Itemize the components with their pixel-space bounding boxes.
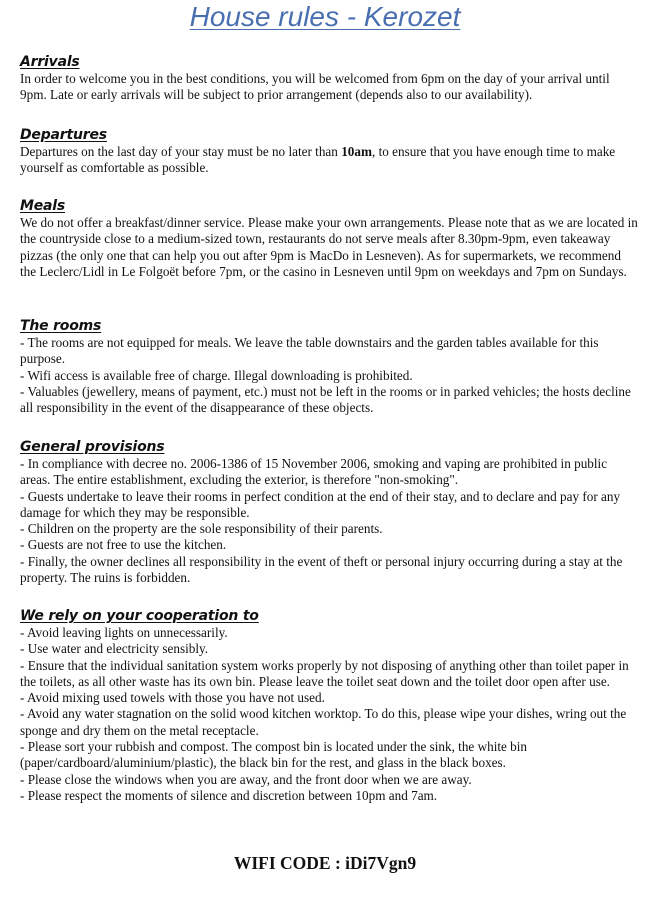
section-heading: The rooms: [20, 318, 102, 334]
list-item: - Avoid mixing used towels with those you have not used.: [20, 690, 325, 706]
list-item: - Use water and electricity sensibly.: [20, 641, 209, 657]
list-item: - Finally, the owner declines all responsibility in the event of theft or personal injury occurring during a stay at the property. The ruins is forbidden.: [20, 553, 623, 586]
list-item: - The rooms are not equipped for meals. We leave the table downstairs and the garden tables available for this purpose.: [20, 335, 599, 367]
departure-time: 10am: [341, 144, 372, 159]
wifi-code: WIFI CODE : iDi7Vgn9: [233, 853, 417, 873]
list-item: - Guests undertake to leave their rooms in perfect condition at the end of their stay, and to declare and pay for any damage for which they may be responsible.: [20, 488, 621, 520]
list-item: - Avoid any water stagnation on the solid wood kitchen worktop. To do this, please wipe your dishes, wring out the sponge and dry them on the metal receptacle.: [20, 706, 627, 738]
list-item: - Children on the property are the sole responsibility of their parents.: [20, 521, 383, 537]
list-item: - Please sort your rubbish and compost. The compost bin is located under the sink, the white bin (paper/cardboard/aluminium/plastic), the black bin for the rest, and glass in the black boxes.: [20, 739, 528, 771]
list-item: - Ensure that the individual sanitation system works properly by not disposing of anything other than toilet paper in the toilets, as all other waste has its own bin. Please leave the toilet seat down and the toilet door open after use.: [20, 657, 629, 689]
section-cooperation: [20, 608, 638, 804]
section-heading: Arrivals: [20, 54, 80, 70]
section-text: We do not offer a breakfast/dinner service. Please make your own arrangements. Please note that as we are located in the countryside close to a medium-sized town, restaurants do not serve meals after 8.30pm-9pm, even takeaway pizzas (the only one that can help you out after 9pm is MacDo in Lesneven). As for supermarkets, we recommend the Leclerc/Lidl in Le Folgoët before 7pm, or the casino in Lesneven until 9pm on weekdays and 7pm on Sundays.: [20, 215, 638, 279]
list-item: - Please close the windows when you are away, and the front door when we are away.: [20, 771, 472, 787]
text-after: , to ensure that you have enough time to make yourself as comfortable as possible.: [20, 144, 616, 176]
list-item: - In compliance with decree no. 2006-1386 of 15 November 2006, smoking and vaping are prohibited in public areas. The entire establishment, excluding the exterior, is therefore "non-smoking".: [20, 456, 608, 488]
section-heading: Meals: [20, 198, 66, 214]
section-rooms: [20, 318, 638, 416]
section-arrivals: [20, 54, 638, 104]
section-meals: [20, 198, 638, 280]
section-heading: General provisions: [20, 439, 165, 455]
list-item: - Wifi access is available free of charge. Illegal downloading is prohibited.: [20, 367, 413, 383]
section-general-provisions: [20, 439, 638, 586]
section-departures: [20, 127, 638, 177]
list-item: - Please respect the moments of silence and discretion between 10pm and 7am.: [20, 787, 438, 803]
list-item: - Guests are not free to use the kitchen.: [20, 537, 227, 553]
page-title: House rules - Kerozet: [189, 1, 461, 32]
section-text: In order to welcome you in the best conditions, you will be welcomed from 6pm on the day of your arrival until 9pm. Late or early arrivals will be subject to prior arrangement (depends also to our availability).: [20, 71, 610, 103]
section-text: [20, 144, 638, 177]
text-before: Departures on the last day of your stay must be no later than: [20, 144, 342, 159]
section-heading: Departures: [20, 127, 107, 143]
list-item: - Avoid leaving lights on unnecessarily.: [20, 625, 228, 640]
list-item: - Valuables (jewellery, means of payment, etc.) must not be left in the rooms or in parked vehicles; the hosts decline all responsibility in the event of the disappearance of these objects.: [20, 383, 631, 416]
section-heading: We rely on your cooperation to: [20, 608, 259, 624]
